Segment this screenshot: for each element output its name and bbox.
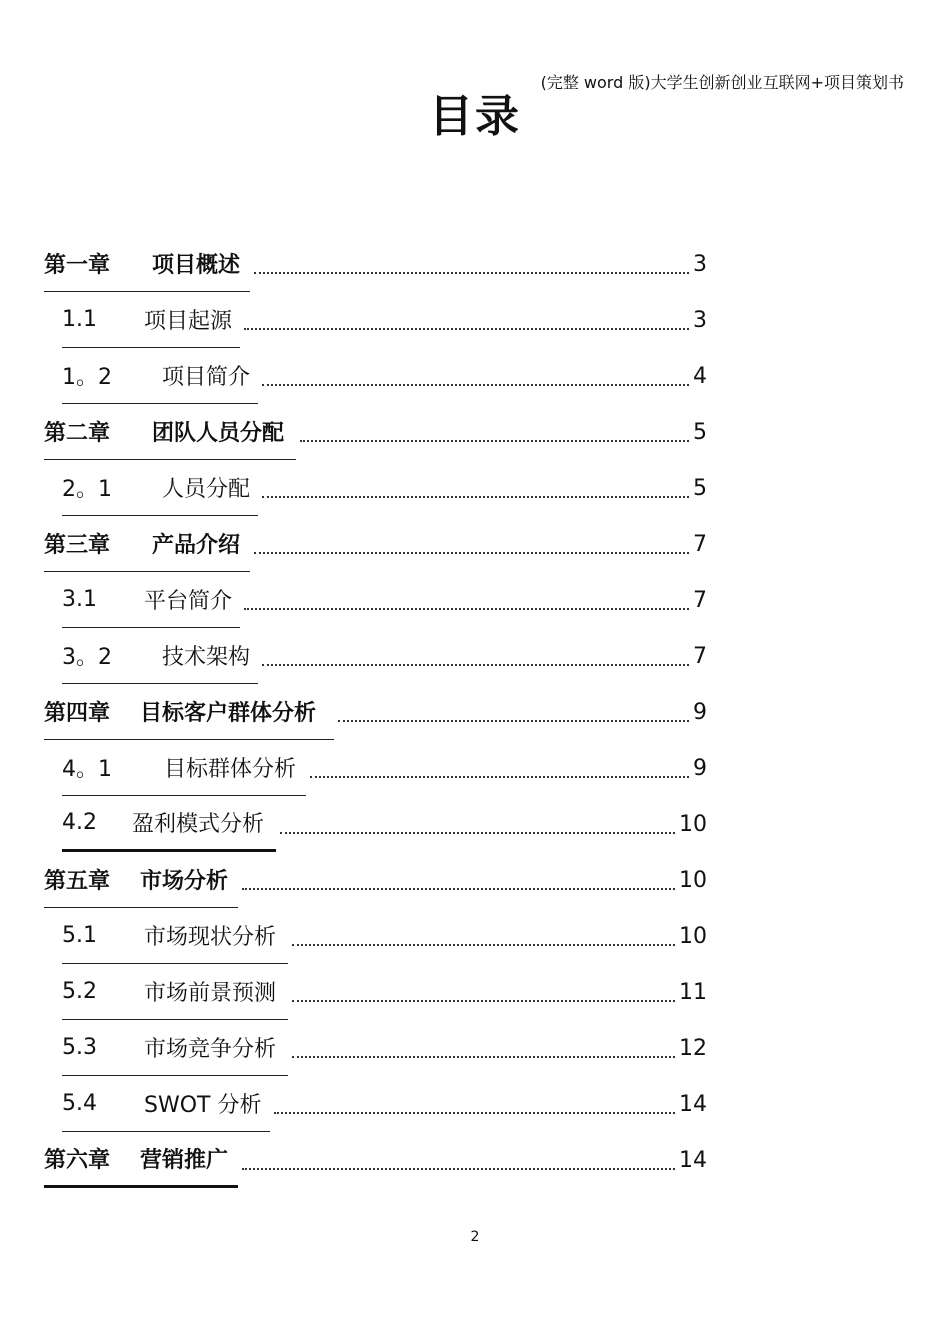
toc-entry-heading [62, 1076, 270, 1132]
toc-entry-section-3-1[interactable] [62, 572, 707, 628]
toc-entry-chapter-1[interactable] [44, 236, 707, 292]
toc-number: 5.3 [62, 1035, 97, 1060]
toc-label: 市场竞争分析 [144, 1037, 277, 1062]
toc-number: 第六章 [44, 1148, 111, 1173]
dot-leader [244, 306, 689, 330]
dot-leader [254, 530, 689, 554]
toc-page-number: 14 [679, 1147, 707, 1173]
toc-page-number: 7 [693, 531, 707, 557]
dot-leader [242, 866, 675, 890]
dot-leader [262, 474, 689, 498]
toc-entry-heading [62, 628, 258, 684]
header-note: (完整 word 版)大学生创新创业互联网+项目策划书 [540, 73, 904, 92]
toc-page-number: 10 [679, 811, 707, 837]
toc-entry-heading [44, 1132, 238, 1188]
toc-number: 第三章 [44, 533, 111, 558]
dot-leader [292, 1034, 675, 1058]
toc-label: 市场现状分析 [144, 925, 277, 950]
toc-entry-heading [62, 1020, 288, 1076]
toc-entry-section-5-2[interactable] [62, 964, 707, 1020]
toc-number: 1。2 [62, 365, 112, 390]
toc-page-number: 9 [693, 699, 707, 725]
toc-entry-heading [44, 236, 250, 292]
toc-entry-heading [44, 516, 250, 572]
toc-entry-section-3-2[interactable] [62, 628, 707, 684]
dot-leader [338, 698, 689, 722]
toc-entry-heading [62, 796, 276, 852]
toc-label: 盈利模式分析 [132, 812, 265, 837]
toc-page-number: 10 [679, 867, 707, 893]
toc-number: 第二章 [44, 421, 111, 446]
toc-label: 产品介绍 [152, 533, 241, 558]
toc-entry-heading [44, 404, 296, 460]
toc-label: 项目简介 [162, 365, 251, 390]
toc-number: 3。2 [62, 645, 112, 670]
dot-leader [274, 1090, 675, 1114]
toc-label: 目标群体分析 [164, 757, 297, 782]
toc-label: SWOT 分析 [144, 1093, 262, 1118]
toc-number: 1.1 [62, 307, 97, 332]
toc-page-number: 5 [693, 419, 707, 445]
toc-number: 第四章 [44, 701, 111, 726]
toc-entry-heading [62, 292, 240, 348]
toc-label: 项目概述 [152, 253, 241, 278]
toc-label: 平台简介 [144, 589, 233, 614]
dot-leader [254, 250, 689, 274]
toc-number: 3.1 [62, 587, 97, 612]
toc-label: 项目起源 [144, 309, 233, 334]
dot-leader [292, 978, 675, 1002]
toc-number: 2。1 [62, 477, 112, 502]
toc-entry-heading [62, 740, 306, 796]
toc-number: 5.1 [62, 923, 97, 948]
toc-entry-section-2-1[interactable] [62, 460, 707, 516]
toc-entry-chapter-5[interactable] [44, 852, 707, 908]
toc-entry-section-5-1[interactable] [62, 908, 707, 964]
toc-label: 人员分配 [162, 477, 251, 502]
dot-leader [262, 362, 689, 386]
toc-page-number: 3 [693, 307, 707, 333]
toc-entry-chapter-4[interactable] [44, 684, 707, 740]
toc-entry-section-5-4[interactable] [62, 1076, 707, 1132]
toc-entry-chapter-2[interactable] [44, 404, 707, 460]
dot-leader [244, 586, 689, 610]
toc-entry-section-1-1[interactable] [62, 292, 707, 348]
toc-page-number: 7 [693, 587, 707, 613]
toc-page-number: 7 [693, 643, 707, 669]
toc-page-number: 12 [679, 1035, 707, 1061]
toc-entry-section-5-3[interactable] [62, 1020, 707, 1076]
dot-leader [242, 1146, 675, 1170]
toc-entry-heading [44, 852, 238, 908]
toc-title: 目录 [429, 91, 521, 142]
toc-entry-section-4-2[interactable] [62, 796, 707, 852]
toc-label: 市场分析 [140, 869, 229, 894]
toc-entry-heading [62, 572, 240, 628]
dot-leader [310, 754, 689, 778]
toc-label: 技术架构 [162, 645, 251, 670]
toc-page-number: 4 [693, 363, 707, 389]
toc-page-number: 10 [679, 923, 707, 949]
toc-entry-section-1-2[interactable] [62, 348, 707, 404]
dot-leader [280, 810, 675, 834]
toc-entry-heading [62, 964, 288, 1020]
toc-page-number: 9 [693, 755, 707, 781]
dot-leader [292, 922, 675, 946]
dot-leader [300, 418, 689, 442]
toc-page-number: 11 [679, 979, 707, 1005]
toc-entry-chapter-6[interactable] [44, 1132, 707, 1188]
toc-number: 第五章 [44, 869, 111, 894]
toc-label: 营销推广 [140, 1148, 229, 1173]
toc-entry-heading [62, 348, 258, 404]
toc-entry-heading [44, 684, 334, 740]
toc-page-number: 5 [693, 475, 707, 501]
toc-page-number: 14 [679, 1091, 707, 1117]
toc-label: 市场前景预测 [144, 981, 277, 1006]
toc-page-number: 3 [693, 251, 707, 277]
toc-entry-heading [62, 460, 258, 516]
toc-entry-heading [62, 908, 288, 964]
toc-entry-section-4-1[interactable] [62, 740, 707, 796]
toc-label: 目标客户群体分析 [140, 701, 317, 726]
dot-leader [262, 642, 689, 666]
toc-number: 4.2 [62, 810, 97, 835]
toc-number: 第一章 [44, 253, 111, 278]
toc-label: 团队人员分配 [152, 421, 285, 446]
page-number: 2 [470, 1229, 480, 1245]
toc-number: 4。1 [62, 757, 112, 782]
toc-number: 5.2 [62, 979, 97, 1004]
toc-number: 5.4 [62, 1091, 97, 1116]
toc-entry-chapter-3[interactable] [44, 516, 707, 572]
